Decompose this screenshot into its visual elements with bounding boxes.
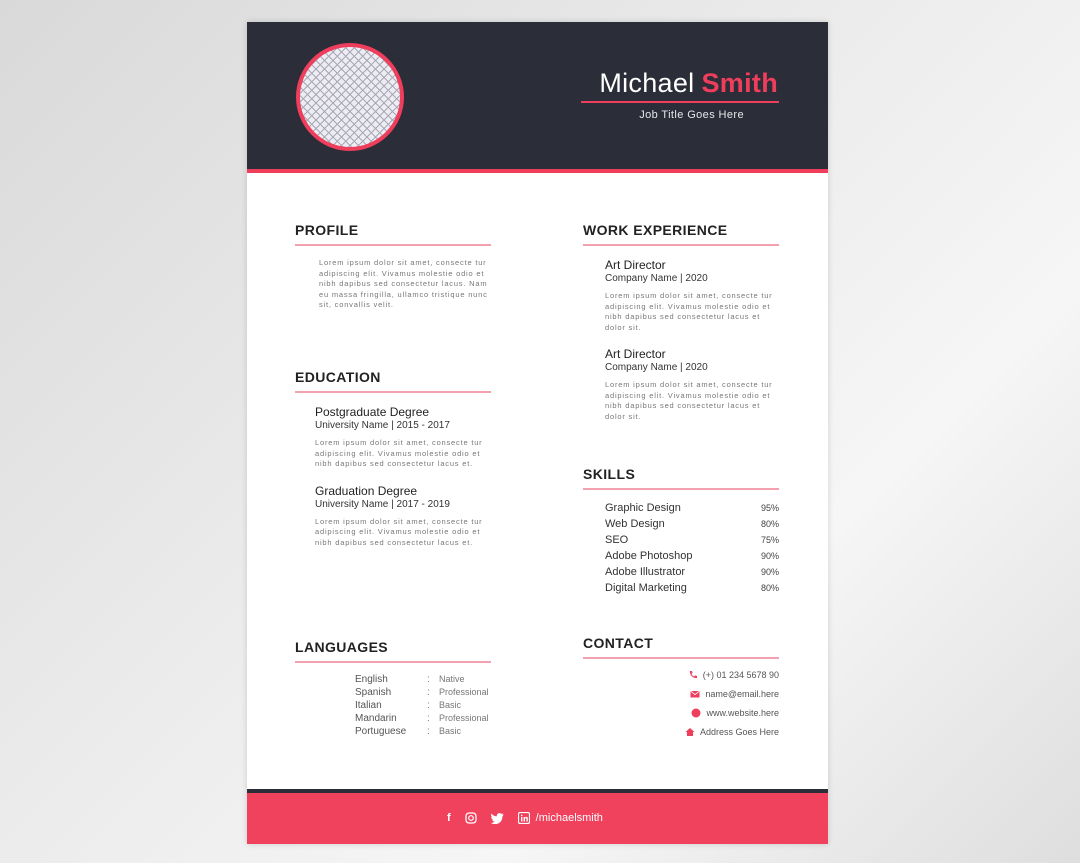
- person-name: [599, 68, 778, 99]
- skill-name: Adobe Illustrator: [605, 566, 686, 578]
- phone-number[interactable]: (+) 01 234 5678 90: [702, 669, 779, 680]
- section-divider: [583, 657, 779, 659]
- school-name: University Name | 2015 - 2017: [315, 420, 450, 431]
- website-url[interactable]: www.website.here: [706, 707, 779, 718]
- skill-name: Digital Marketing: [605, 582, 687, 594]
- separator: :: [427, 687, 430, 698]
- list-item: [355, 712, 491, 725]
- separator: :: [427, 700, 430, 711]
- language-name: Mandarin: [355, 713, 397, 724]
- profile-heading: PROFILE: [295, 222, 359, 238]
- language-level: Professional: [439, 687, 489, 697]
- separator: :: [427, 674, 430, 685]
- skill-name: Web Design: [605, 518, 665, 530]
- language-level: Professional: [439, 713, 489, 723]
- education-heading: EDUCATION: [295, 369, 381, 385]
- section-divider: [295, 661, 491, 663]
- skill-percent: 90%: [760, 567, 779, 577]
- list-item: [605, 564, 779, 580]
- separator: :: [427, 713, 430, 724]
- section-divider: [583, 244, 779, 246]
- education-section: [295, 369, 491, 548]
- facebook-icon[interactable]: f: [447, 812, 451, 824]
- language-name: Portuguese: [355, 726, 407, 737]
- education-text: Lorem ipsum dolor sit amet, consecte tur adipiscing elit. Vivamus molestie odio et nibh dapibus sed consectetur lacus et.: [315, 516, 483, 547]
- skill-name: SEO: [605, 534, 629, 546]
- language-name: Spanish: [355, 687, 392, 698]
- list-item: [605, 532, 779, 548]
- resume-header: [247, 22, 828, 173]
- profile-section: [295, 222, 491, 311]
- language-level: Basic: [439, 726, 462, 736]
- list-item: [355, 725, 491, 738]
- resume-footer: [247, 789, 828, 844]
- skills-section: [583, 466, 779, 596]
- role-title: Art Director: [605, 347, 666, 361]
- contact-heading: CONTACT: [583, 635, 654, 651]
- contact-website: [583, 703, 779, 722]
- language-level: Native: [439, 674, 465, 684]
- first-name: Michael: [599, 68, 695, 98]
- contact-email: [583, 684, 779, 703]
- skill-percent: 95%: [760, 503, 779, 513]
- job-title: Job Title Goes Here: [639, 109, 744, 121]
- profile-photo: [296, 43, 404, 151]
- list-item: [355, 686, 491, 699]
- work-text: Lorem ipsum dolor sit amet, consecte tur adipiscing elit. Vivamus molestie odio et nibh dapibus sed consectetur lacus et dolor sit.: [605, 380, 773, 421]
- languages-heading: LANGUAGES: [295, 639, 389, 655]
- list-item: [605, 516, 779, 532]
- work-entry: [605, 347, 779, 422]
- resume-page: [247, 22, 828, 844]
- email-icon: [690, 689, 700, 699]
- skill-name: Graphic Design: [605, 502, 681, 514]
- languages-section: [295, 639, 491, 738]
- company-name: Company Name | 2020: [605, 273, 708, 284]
- last-name: Smith: [701, 68, 778, 98]
- social-handle[interactable]: /michaelsmith: [535, 812, 603, 824]
- list-item: [355, 673, 491, 686]
- language-level: Basic: [439, 700, 462, 710]
- skill-percent: 75%: [760, 535, 779, 545]
- contact-address: [583, 722, 779, 741]
- education-entry: [315, 405, 491, 470]
- company-name: Company Name | 2020: [605, 362, 708, 373]
- work-text: Lorem ipsum dolor sit amet, consecte tur adipiscing elit. Vivamus molestie odio et nibh dapibus sed consectetur lacus et dolor sit.: [605, 291, 773, 332]
- skill-percent: 80%: [760, 583, 779, 593]
- instagram-icon[interactable]: [465, 812, 477, 824]
- twitter-icon[interactable]: [491, 813, 504, 824]
- email-address[interactable]: name@email.here: [705, 688, 779, 699]
- section-divider: [295, 391, 491, 393]
- list-item: [605, 500, 779, 516]
- linkedin-icon[interactable]: [518, 812, 530, 824]
- skill-name: Adobe Photoshop: [605, 550, 693, 562]
- separator: :: [427, 726, 430, 737]
- school-name: University Name | 2017 - 2019: [315, 498, 450, 510]
- skills-list: [605, 500, 779, 596]
- skill-percent: 90%: [760, 551, 779, 561]
- language-name: English: [355, 674, 388, 685]
- list-item: [355, 699, 491, 712]
- profile-text: Lorem ipsum dolor sit amet, consecte tur adipiscing elit. Vivamus molestie odio et nibh dapibus sed consectetur lacus. Nam eu massa fringilla, ullamco tristique nunc sit, convallis velit.: [319, 258, 488, 309]
- list-item: [605, 580, 779, 596]
- section-divider: [583, 488, 779, 490]
- work-section: [583, 222, 779, 422]
- section-divider: [295, 244, 491, 246]
- social-links: [447, 812, 617, 824]
- degree-title: Postgraduate Degree: [315, 405, 430, 419]
- home-icon: [685, 727, 695, 737]
- skill-percent: 80%: [760, 519, 779, 529]
- phone-icon: [688, 670, 698, 680]
- role-title: Art Director: [605, 258, 666, 272]
- contact-phone: [583, 665, 779, 684]
- education-text: Lorem ipsum dolor sit amet, consecte tur adipiscing elit. Vivamus molestie odio et nibh dapibus sed consectetur lacus et.: [315, 438, 483, 468]
- work-entry: [605, 258, 779, 333]
- contact-list: [583, 665, 779, 741]
- education-entry: [315, 484, 491, 549]
- web-icon: [691, 708, 701, 718]
- address-text: Address Goes Here: [699, 726, 779, 737]
- skills-heading: SKILLS: [583, 466, 636, 482]
- list-item: [605, 548, 779, 564]
- language-name: Italian: [355, 700, 382, 711]
- contact-section: [583, 635, 779, 741]
- work-heading: WORK EXPERIENCE: [583, 222, 728, 238]
- languages-list: [355, 673, 491, 738]
- name-underline: [581, 101, 779, 103]
- degree-title: Graduation Degree: [315, 483, 418, 498]
